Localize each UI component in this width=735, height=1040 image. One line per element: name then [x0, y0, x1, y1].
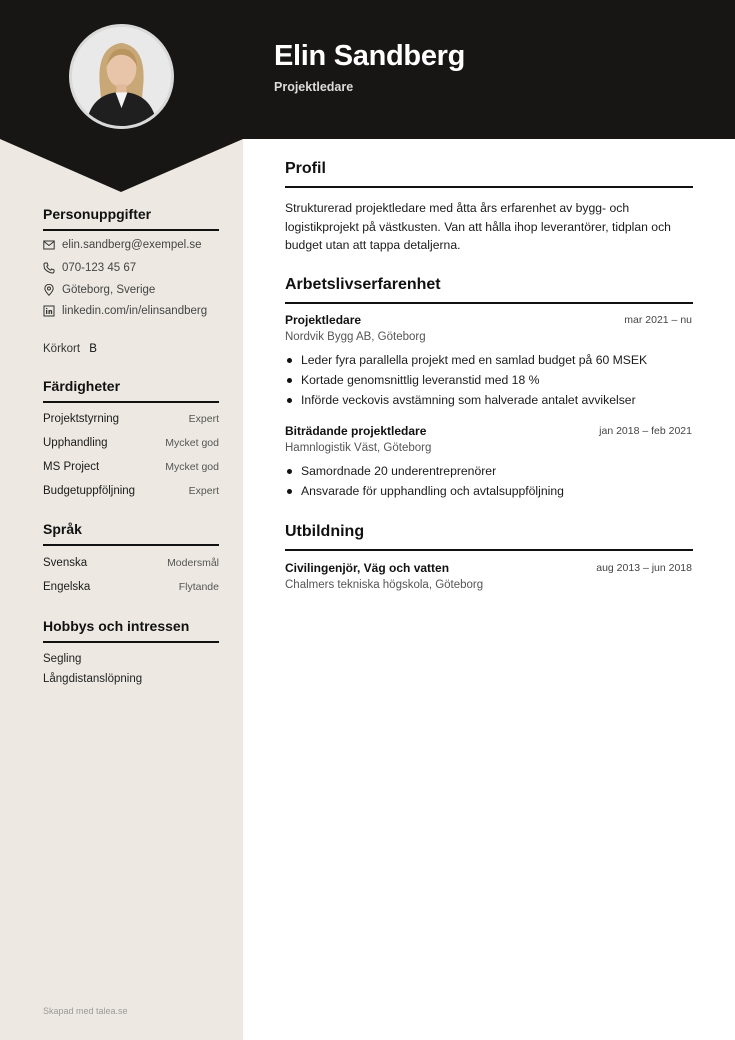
language-level: Flytande	[178, 581, 219, 593]
job-title: Biträdande projektledare	[285, 424, 427, 438]
language-row	[43, 581, 219, 593]
skill-row	[43, 485, 219, 497]
linkedin-item[interactable]	[43, 305, 223, 317]
language-level: Modersmål	[167, 557, 219, 569]
candidate-name: Elin Sandberg	[274, 40, 466, 72]
profile-heading: Profil	[285, 160, 693, 188]
footer-credit: Skapad med talea.se	[43, 1006, 128, 1016]
language-name: Svenska	[43, 557, 88, 569]
list-item: Införde veckovis avstämning som halverade antalet avvikelser	[285, 390, 695, 410]
job-bullet-list	[285, 350, 695, 410]
skill-name: Projektstyrning	[43, 413, 120, 425]
experience-heading: Arbetslivserfarenhet	[285, 276, 693, 304]
language-row	[43, 557, 219, 569]
phone-text: 070-123 45 67	[62, 262, 137, 274]
license-value: B	[89, 343, 97, 355]
job-employer: Nordvik Bygg AB, Göteborg	[285, 331, 426, 343]
job-bullet-list	[285, 461, 695, 501]
linkedin-text: linkedin.com/in/elinsandberg	[62, 305, 208, 317]
phone-item[interactable]	[43, 262, 223, 274]
linkedin-icon	[43, 305, 55, 317]
mail-icon	[43, 239, 55, 251]
job-dates: mar 2021 – nu	[624, 314, 692, 326]
hobby-item: Långdistanslöpning	[43, 673, 143, 685]
skill-level: Mycket god	[165, 461, 219, 473]
email-text: elin.sandberg@exempel.se	[62, 239, 202, 251]
candidate-role: Projektledare	[274, 80, 354, 94]
list-item: Leder fyra parallella projekt med en samlad budget på 60 MSEK	[285, 350, 695, 370]
skill-row	[43, 461, 219, 473]
phone-icon	[43, 262, 55, 274]
job-employer: Hamnlogistik Väst, Göteborg	[285, 442, 432, 454]
skill-row	[43, 437, 219, 449]
location-item	[43, 284, 223, 296]
skill-name: Upphandling	[43, 437, 108, 449]
profile-summary: Strukturerad projektledare med åtta års erfarenhet av bygg- och logistikprojekt på västkusten. Van att hålla ihop leverantörer, tidplan och budget utan att tappa detaljerna.	[285, 201, 671, 252]
hobbies-heading: Hobbys och intressen	[43, 618, 219, 643]
list-item: Samordnade 20 underentreprenörer	[285, 461, 695, 481]
skill-row	[43, 413, 219, 425]
skills-heading: Färdigheter	[43, 378, 219, 403]
languages-heading: Språk	[43, 521, 219, 546]
skill-name: MS Project	[43, 461, 100, 473]
email-item[interactable]	[43, 239, 223, 251]
skill-level: Expert	[188, 485, 219, 497]
skill-name: Budgetuppföljning	[43, 485, 136, 497]
skill-level: Mycket god	[165, 437, 219, 449]
job-title: Projektledare	[285, 313, 362, 327]
list-item: Kortade genomsnittlig leveranstid med 18 %	[285, 370, 695, 390]
degree-title: Civilingenjör, Väg och vatten	[285, 561, 450, 575]
location-text: Göteborg, Sverige	[62, 284, 156, 296]
drivers-license	[43, 343, 97, 355]
education-heading: Utbildning	[285, 523, 693, 551]
list-item: Ansvarade för upphandling och avtalsuppföljning	[285, 481, 695, 501]
location-pin-icon	[43, 284, 55, 296]
hobby-item: Segling	[43, 653, 82, 665]
profile-photo	[69, 24, 174, 129]
personal-info-heading: Personuppgifter	[43, 206, 219, 231]
license-label: Körkort	[43, 343, 81, 355]
job-dates: jan 2018 – feb 2021	[599, 425, 692, 437]
header-chevron	[0, 138, 243, 193]
school-name: Chalmers tekniska högskola, Göteborg	[285, 579, 484, 591]
skill-level: Expert	[188, 413, 219, 425]
language-name: Engelska	[43, 581, 91, 593]
education-dates: aug 2013 – jun 2018	[596, 562, 692, 574]
